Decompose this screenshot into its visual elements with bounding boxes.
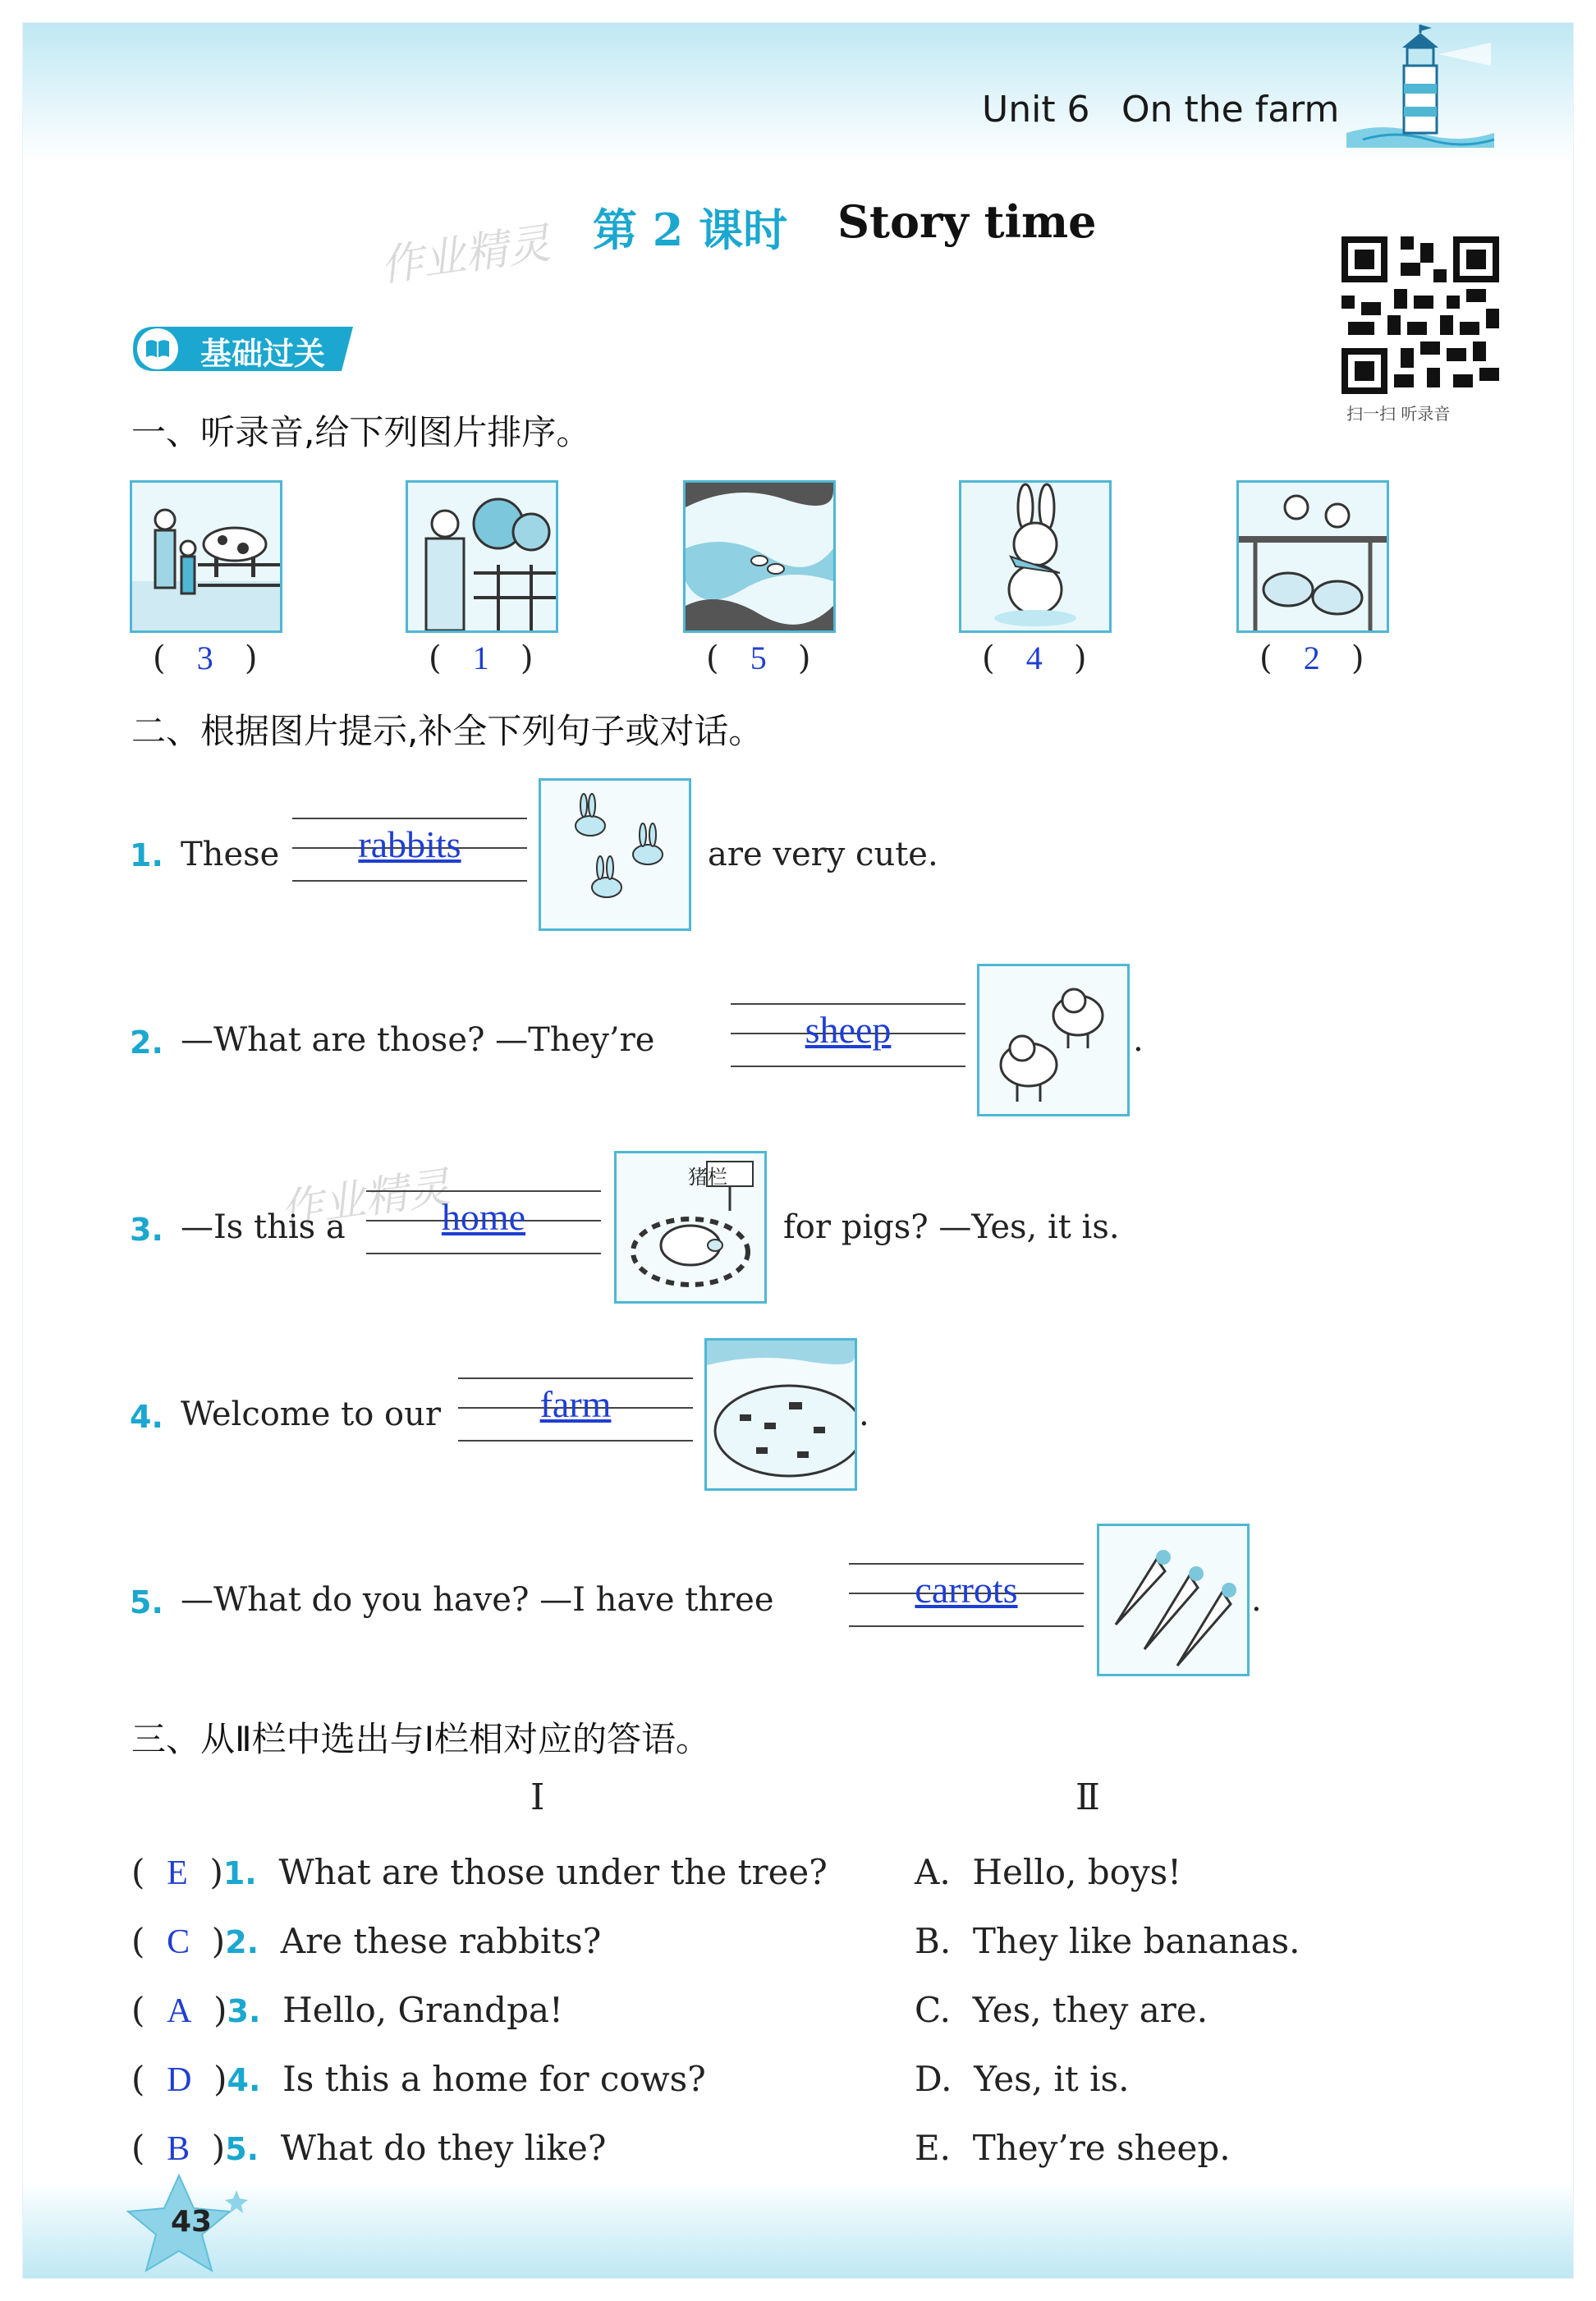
lighthouse-icon	[1346, 25, 1494, 148]
column-2-heading: Ⅱ	[1075, 1776, 1100, 1818]
question-text: These	[181, 836, 280, 873]
option-a: A. Hello, boys!	[915, 1852, 1182, 1892]
answer-text: sheep	[805, 1009, 892, 1051]
match-answer: D	[167, 2061, 192, 2099]
question-number: 5.	[130, 1584, 163, 1620]
match-answer: E	[167, 1854, 188, 1892]
picture-family-at-cow-farm	[130, 480, 282, 633]
order-answer-2: ( 1 )	[429, 639, 534, 677]
match-item-2: ( C )2. Are these rabbits?	[131, 1921, 602, 1961]
picture-pigs-in-pen	[1236, 480, 1389, 633]
question-text: .	[859, 1396, 869, 1433]
answer-text: carrots	[915, 1569, 1018, 1611]
order-answer-3: ( 5 )	[706, 639, 811, 677]
option-c: C. Yes, they are.	[915, 1990, 1208, 2030]
question-number: 4.	[130, 1399, 163, 1435]
pig-pen-sign: 猪栏	[688, 1166, 727, 1189]
match-item-5: ( B )5. What do they like?	[131, 2128, 607, 2168]
answer-blank[interactable]	[292, 813, 527, 888]
answer-text: farm	[539, 1383, 612, 1425]
section-1-heading: 一、听录音,给下列图片排序。	[131, 412, 591, 452]
section-2-heading: 二、根据图片提示,补全下列句子或对话。	[131, 711, 764, 751]
answer-blank[interactable]	[366, 1185, 601, 1261]
option-e: E. They’re sheep.	[915, 2128, 1231, 2168]
question-text: —Is this a	[181, 1208, 346, 1246]
question-text: Welcome to our	[181, 1396, 441, 1433]
answer-blank[interactable]	[849, 1558, 1084, 1634]
order-answer-1: ( 3 )	[153, 639, 258, 677]
order-value: 3	[196, 639, 213, 676]
match-item-1: ( E )1. What are those under the tree?	[131, 1852, 828, 1892]
question-text: .	[1251, 1581, 1262, 1619]
picture-rabbit-with-carrot	[959, 480, 1112, 633]
picture-sheep	[977, 964, 1130, 1116]
answer-blank[interactable]	[458, 1373, 693, 1448]
picture-carrots	[1097, 1524, 1250, 1676]
option-b: B. They like bananas.	[915, 1921, 1300, 1961]
question-text: are very cute.	[708, 836, 938, 873]
option-d: D. Yes, it is.	[915, 2059, 1130, 2099]
answer-text: home	[441, 1196, 526, 1238]
question-text: for pigs? —Yes, it is.	[783, 1208, 1120, 1246]
match-item-4: ( D )4. Is this a home for cows?	[131, 2059, 706, 2099]
picture-rabbits	[539, 778, 691, 931]
section-3-heading: 三、从Ⅱ栏中选出与Ⅰ栏相对应的答语。	[131, 1719, 711, 1759]
picture-farm	[704, 1338, 857, 1491]
order-value: 4	[1025, 639, 1043, 676]
order-value: 2	[1303, 639, 1320, 676]
unit-title: On the farm	[1121, 89, 1340, 131]
qr-label: 扫一扫 听录音	[1346, 404, 1451, 424]
order-value: 5	[750, 639, 767, 676]
question-text: —What do you have? —I have three	[181, 1581, 774, 1619]
section-badge-label: 基础过关	[200, 336, 326, 372]
picture-farmer-by-fence	[406, 480, 558, 633]
match-item-3: ( A )3. Hello, Grandpa!	[131, 1990, 563, 2030]
header-band	[23, 23, 1573, 163]
question-number: 2.	[130, 1024, 163, 1061]
footer-band	[23, 2184, 1573, 2278]
column-1-heading: Ⅰ	[530, 1776, 545, 1818]
match-answer: B	[167, 2130, 190, 2168]
unit-label: Unit 6	[982, 89, 1090, 131]
order-value: 1	[472, 639, 489, 676]
question-number: 3.	[130, 1212, 163, 1248]
order-answer-4: ( 4 )	[982, 639, 1087, 677]
order-answer-5: ( 2 )	[1259, 639, 1364, 677]
lesson-number: 第 2 课时	[593, 204, 788, 256]
page-number: 43	[171, 2205, 213, 2239]
question-text: —What are those? —They’re	[181, 1021, 655, 1059]
lesson-title: Story time	[837, 195, 1097, 248]
question-text: .	[1133, 1021, 1144, 1059]
qr-code-icon[interactable]	[1341, 236, 1499, 394]
match-answer: A	[167, 1992, 192, 2030]
watermark: 作业精灵	[277, 1162, 453, 1236]
answer-blank[interactable]	[731, 998, 965, 1074]
watermark: 作业精灵	[377, 218, 553, 292]
answer-text: rabbits	[358, 823, 461, 865]
match-answer: C	[167, 1923, 190, 1961]
picture-ducks-on-river	[683, 480, 836, 633]
question-number: 1.	[130, 837, 163, 873]
